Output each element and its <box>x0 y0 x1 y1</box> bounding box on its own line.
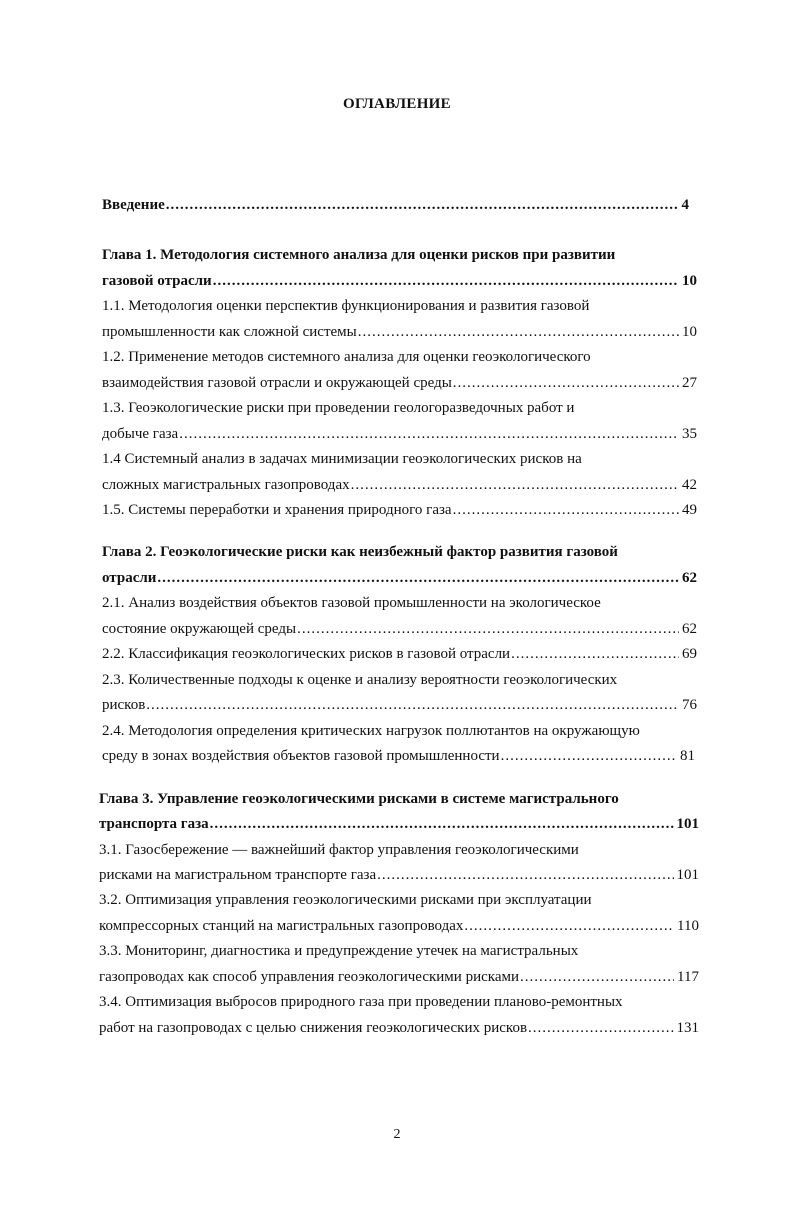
toc-entry-3-4[interactable]: 3.4. Оптимизация выбросов природного газа при проведении планово-ремонтных <box>99 994 623 1010</box>
toc-page-number: 131 <box>676 1020 699 1036</box>
toc-entry-3-3[interactable]: 3.3. Мониторинг, диагностика и предупреждение утечек на магистральных <box>99 943 579 959</box>
toc-entry-2-4[interactable]: 2.4. Методология определения критических нагрузок поллютантов на окружающую <box>102 723 640 739</box>
toc-entry-3-2[interactable]: 3.2. Оптимизация управления геоэкологическими рисками при эксплуатации <box>99 892 592 908</box>
toc-entry-1-2[interactable]: 1.2. Применение методов системного анализа для оценки геоэкологического <box>102 349 591 365</box>
toc-entry-2-1-cont[interactable]: состояние окружающей среды ..... 62 <box>102 617 697 641</box>
dot-leader <box>453 371 679 395</box>
dot-leader <box>528 1016 673 1040</box>
toc-entry-1-1-cont[interactable]: промышленности как сложной системы ..... 10 <box>102 320 697 344</box>
chapter-3-title-cont[interactable]: транспорта газа ..... 101 <box>99 812 699 836</box>
toc-page-number: 42 <box>682 477 697 493</box>
toc-entry-2-3[interactable]: 2.3. Количественные подходы к оценке и анализу вероятности геоэкологических <box>102 672 618 688</box>
chapter-2-title-cont[interactable]: отрасли ..... 62 <box>102 566 697 590</box>
toc-entry-1-2-cont[interactable]: взаимодействия газовой отрасли и окружающей среды ..... 27 <box>102 371 697 395</box>
toc-page-number: 101 <box>676 867 699 883</box>
dot-leader <box>157 566 679 590</box>
toc-entry-3-1-cont[interactable]: рисками на магистральном транспорте газа ..... 101 <box>99 863 699 887</box>
toc-page-number: 81 <box>680 748 695 764</box>
toc-page-number: 101 <box>676 816 699 832</box>
dot-leader <box>213 269 679 293</box>
toc-entry-2-1[interactable]: 2.1. Анализ воздействия объектов газовой промышленности на экологическое <box>102 595 601 611</box>
toc-page-number: 117 <box>677 969 699 985</box>
toc-page-number: 4 <box>681 197 689 213</box>
dot-leader <box>377 863 673 887</box>
toc-entry-1-4[interactable]: 1.4 Системный анализ в задачах минимизации геоэкологических рисков на <box>102 451 582 467</box>
dot-leader <box>179 422 679 446</box>
toc-page-number: 76 <box>682 697 697 713</box>
toc-entry-1-5[interactable]: 1.5. Системы переработки и хранения природного газа ..... 49 <box>102 498 697 522</box>
dot-leader <box>146 693 679 717</box>
toc-entry-3-2-cont[interactable]: компрессорных станций на магистральных газопроводах ..... 110 <box>99 914 699 938</box>
dot-leader <box>520 965 674 989</box>
dot-leader <box>297 617 679 641</box>
toc-entry-intro[interactable] <box>102 193 689 217</box>
toc-entry-3-3-cont[interactable]: газопроводах как способ управления геоэкологическими рисками ..... 117 <box>99 965 699 989</box>
toc-entry-2-2[interactable]: 2.2. Классификация геоэкологических рисков в газовой отрасли ..... 69 <box>102 642 697 666</box>
toc-page-number: 69 <box>682 646 697 662</box>
toc-page-number: 10 <box>682 273 697 289</box>
dot-leader <box>358 320 679 344</box>
toc-page-number: 110 <box>677 918 699 934</box>
page-number: 2 <box>393 1127 401 1142</box>
dot-leader <box>351 473 679 497</box>
dot-leader <box>464 914 674 938</box>
toc-entry-2-4-cont[interactable]: среду в зонах воздействия объектов газовой промышленности ..... 81 <box>102 744 695 768</box>
toc-page-number: 62 <box>682 570 697 586</box>
chapter-3-title[interactable]: Глава 3. Управление геоэкологическими рисками в системе магистрального <box>99 791 619 807</box>
toc-entry-1-3-cont[interactable]: добыче газа ..... 35 <box>102 422 697 446</box>
dot-leader <box>166 193 679 217</box>
toc-page-number: 62 <box>682 621 697 637</box>
toc-entry-1-1[interactable]: 1.1. Методология оценки перспектив функционирования и развития газовой <box>102 298 590 314</box>
page-title: ОГЛАВЛЕНИЕ <box>343 96 451 112</box>
toc-entry-1-3[interactable]: 1.3. Геоэкологические риски при проведении геологоразведочных работ и <box>102 400 575 416</box>
toc-page-number: 49 <box>682 502 697 518</box>
dot-leader <box>210 812 674 836</box>
chapter-1-title-cont[interactable]: газовой отрасли ..... 10 <box>102 269 697 293</box>
toc-entry-1-4-cont[interactable]: сложных магистральных газопроводах ..... 42 <box>102 473 697 497</box>
toc-entry-3-4-cont[interactable]: работ на газопроводах с целью снижения геоэкологических рисков ..... 131 <box>99 1016 699 1040</box>
toc-page-number: 27 <box>682 375 697 391</box>
toc-entry-label: Введение <box>102 197 165 213</box>
toc-page-number: 10 <box>682 324 697 340</box>
toc-page-number: 35 <box>682 426 697 442</box>
toc-entry-2-3-cont[interactable]: рисков ..... 76 <box>102 693 697 717</box>
dot-leader <box>501 744 677 768</box>
dot-leader <box>511 642 679 666</box>
dot-leader <box>453 498 679 522</box>
toc-entry-3-1[interactable]: 3.1. Газосбережение — важнейший фактор управления геоэкологическими <box>99 842 579 858</box>
chapter-2-title[interactable]: Глава 2. Геоэкологические риски как неизбежный фактор развития газовой <box>102 544 618 560</box>
chapter-1-title[interactable]: Глава 1. Методология системного анализа для оценки рисков при развитии <box>102 247 616 263</box>
